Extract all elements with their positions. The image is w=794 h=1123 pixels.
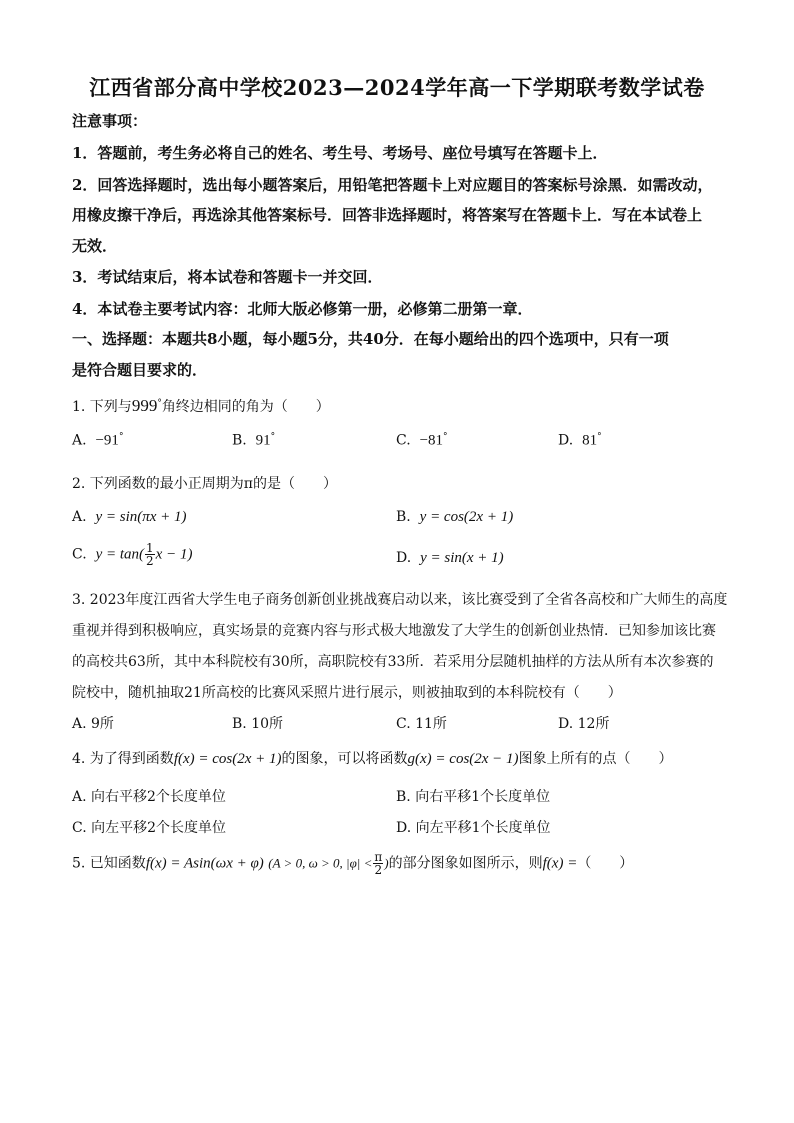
option-value: −91 [95, 432, 119, 449]
exam-title: 江西省部分高中学校2023—2024学年高一下学期联考数学试卷 [89, 75, 705, 100]
degree-mark: ° [118, 432, 124, 442]
option-value: 81 [582, 432, 598, 449]
question-3-line-2: 重视并得到积极响应，真实场景的竞赛内容与形式极大地激发了大学生的创新创业热情．已知参加该比赛 [72, 623, 716, 639]
option-value: −81 [419, 432, 444, 449]
option-expr: y = cos(2x + 1) [419, 509, 514, 525]
q1-degree: ° [157, 398, 162, 409]
option-expr-pre: y = tan( [95, 546, 145, 563]
option-label: C. [396, 432, 411, 449]
q3-option-a[interactable]: A. 9所 [72, 716, 114, 732]
notice-item-3: 3．考试结束后，将本试卷和答题卡一并交回． [72, 268, 383, 286]
q5-prefix: 5. 已知函数 [72, 855, 146, 872]
notice-item-2: 2．回答选择题时，选出每小题答案后，用铅笔把答题卡上对应题目的答案标号涂黑．如需改动， [72, 176, 713, 194]
option-expr-post: x − 1) [155, 546, 193, 563]
q1-angle: 999 [131, 396, 158, 415]
q1-option-d[interactable] [558, 432, 602, 450]
fraction [145, 542, 155, 567]
notice-item-1: 1．答题前，考生务必将自己的姓名、考生号、考场号、座位号填写在答题卡上． [72, 144, 608, 162]
q3-option-c[interactable]: C. 11所 [396, 716, 447, 732]
q3-option-b[interactable]: B. 10所 [232, 716, 284, 732]
q1-option-a[interactable] [72, 432, 123, 450]
q4-prefix: 4. 为了得到函数 [72, 751, 174, 767]
q1-suffix: 角终边相同的角为（ ） [161, 399, 330, 415]
question-3-line-4: 院校中，随机抽取21所高校的比赛风采照片进行展示，则被抽取到的本科院校有（ ） [72, 685, 622, 701]
option-label: D. [558, 432, 574, 449]
fraction-numerator: 1 [146, 541, 154, 555]
q1-option-c[interactable] [396, 432, 448, 450]
q1-option-b[interactable] [232, 432, 275, 450]
question-1-stem [72, 396, 330, 416]
q5-suffix: （ ） [577, 855, 634, 872]
question-3-line-1: 3. 2023年度江西省大学生电子商务创新创业挑战赛启动以来，该比赛受到了全省各高校和广大师生的高度 [72, 592, 728, 608]
q4-suffix: 图象上所有的点（ ） [518, 751, 673, 767]
degree-mark: ° [443, 432, 448, 442]
q5-ask: f(x) = [542, 855, 578, 872]
q2-option-c[interactable] [72, 542, 192, 567]
option-label: B. [396, 509, 411, 525]
q4-option-b[interactable]: B. 向右平移1个长度单位 [396, 789, 551, 805]
option-label: A. [72, 432, 87, 449]
fraction-denominator: 2 [374, 863, 383, 877]
fraction-numerator: π [374, 850, 383, 864]
degree-mark: ° [270, 432, 276, 442]
option-label: D. [396, 550, 412, 566]
q5-middle: 的部分图象如图所示，则 [388, 855, 543, 872]
option-expr: y = sin(x + 1) [420, 550, 504, 566]
question-2-stem: 2. 下列函数的最小正周期为π的是（ ） [72, 476, 338, 492]
question-3-line-3: 的高校共63所，其中本科院校有30所，高职院校有33所．若采用分层随机抽样的方法从所有本次参赛的 [72, 654, 714, 670]
q4-option-d[interactable]: D. 向左平移1个长度单位 [396, 820, 551, 836]
option-expr: y = sin(πx + 1) [95, 509, 187, 525]
q5-condition: (A > 0, ω > 0, |φ| < [268, 855, 373, 871]
option-value: 91 [255, 432, 271, 449]
q3-option-d[interactable]: D. 12所 [558, 716, 610, 732]
fraction-denominator: 2 [146, 554, 154, 568]
q1-prefix: 1. 下列与 [72, 399, 132, 415]
q2-option-d[interactable] [396, 550, 504, 567]
question-4-stem [72, 748, 673, 768]
fraction [373, 851, 383, 876]
notice-item-4: 4．本试卷主要考试内容：北师大版必修第一册，必修第二册第一章． [72, 300, 533, 318]
section-heading-cont: 是符合题目要求的． [72, 361, 208, 379]
q2-option-b[interactable] [396, 509, 513, 526]
notice-item-2-cont: 用橡皮擦干净后，再选涂其他答案标号．回答非选择题时，将答案写在答题卡上．写在本试卷上 [72, 206, 703, 224]
q4-function-f: f(x) = cos(2x + 1) [173, 751, 282, 767]
notice-heading: 注意事项： [72, 112, 148, 130]
q2-option-a[interactable] [72, 509, 187, 526]
question-5-stem [72, 851, 633, 876]
q5-condition-end: ) [384, 855, 389, 871]
section-heading: 一、选择题：本题共8小题，每小题5分，共40分．在每小题给出的四个选项中，只有一项 [72, 330, 669, 348]
option-label: B. [232, 432, 247, 449]
degree-mark: ° [597, 432, 602, 442]
notice-item-2-end: 无效． [72, 237, 118, 255]
q4-middle: 的图象，可以将函数 [281, 751, 408, 767]
option-label: A. [72, 509, 87, 525]
q4-function-g: g(x) = cos(2x − 1) [407, 751, 519, 767]
option-label: C. [72, 546, 87, 563]
q5-function: f(x) = Asin(ωx + φ) [145, 855, 264, 872]
q4-option-a[interactable]: A. 向右平移2个长度单位 [72, 789, 226, 805]
q4-option-c[interactable]: C. 向左平移2个长度单位 [72, 820, 227, 836]
